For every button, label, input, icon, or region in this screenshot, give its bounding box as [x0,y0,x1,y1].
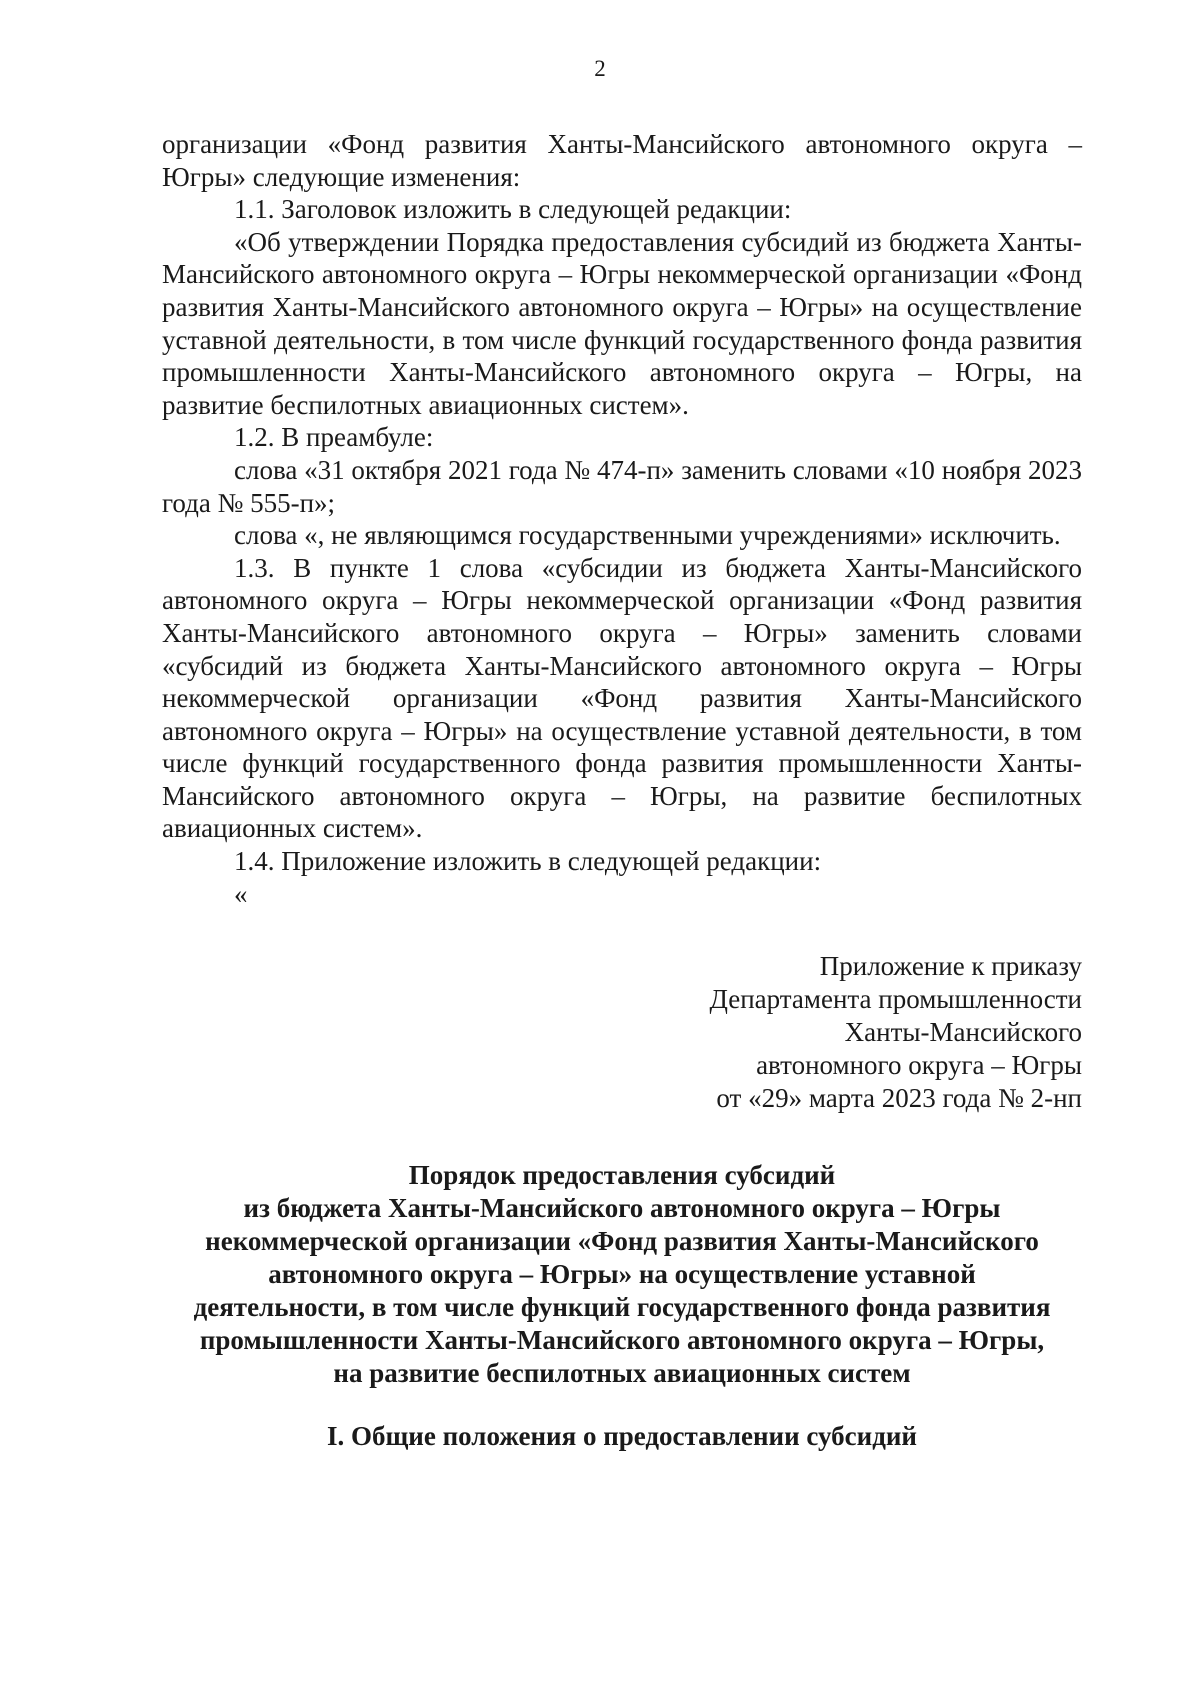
paragraph-1-3: 1.3. В пункте 1 слова «субсидии из бюджета Ханты-Мансийского автономного округа – Югры некоммерческой организации «Фонд развития Ханты-Мансийского автономного округа – Югры» заменить словами «субсидий из бюджета Ханты-Мансийского автономного округа – Югры некоммерческой организации «Фонд развития Ханты-Мансийского автономного округа – Югры» на осуществление уставной деятельности, в том числе функций государственного фонда развития промышленности Ханты-Мансийского автономного округа – Югры, на развитие беспилотных авиационных систем». [162,552,1082,844]
section-heading: I. Общие положения о предоставлении субсидий [327,1421,917,1452]
paragraph-1-4: 1.4. Приложение изложить в следующей редакции: [234,846,822,877]
appendix-line: автономного округа – Югры [756,1050,1082,1081]
opening-quote-mark: « [234,878,248,909]
page-number: 2 [594,56,606,81]
paragraph-1-2: 1.2. В преамбуле: [234,422,434,453]
paragraph-title-quote: «Об утверждении Порядка предоставления субсидий из бюджета Ханты-Мансийского автономного округа – Югры некоммерческой организации «Фонд развития Ханты-Мансийского автономного округа – Югры» на осуществление уставной деятельности, в том числе функций государственного фонда развития промышленности Ханты-Мансийского автономного округа – Югры, на развитие беспилотных авиационных систем». [162,226,1082,420]
document-body [162,128,1082,1453]
document-title [162,1159,1082,1390]
title-line: деятельности, в том числе функций государственного фонда развития [193,1292,1051,1323]
title-line: автономного округа – Югры» на осуществление уставной [268,1259,976,1290]
title-line: некоммерческой организации «Фонд развития Ханты-Мансийского [205,1226,1039,1257]
appendix-line: Департамента промышленности [709,984,1082,1015]
paragraph-preamble-words-1: слова «31 октября 2021 года № 474-п» заменить словами «10 ноября 2023 года № 555-п»; [162,454,1082,518]
paragraph-1-1: 1.1. Заголовок изложить в следующей редакции: [234,194,792,225]
paragraph-continuation: организации «Фонд развития Ханты-Мансийского автономного округа – Югры» следующие изменения: [162,129,1082,192]
title-line: на развитие беспилотных авиационных систем [333,1358,911,1389]
paragraph-preamble-words-2: слова «, не являющимся государственными учреждениями» исключить. [234,520,1061,551]
title-line: из бюджета Ханты-Мансийского автономного округа – Югры [243,1193,1001,1224]
title-line: промышленности Ханты-Мансийского автономного округа – Югры, [199,1325,1045,1356]
appendix-reference [162,950,1082,1115]
appendix-line: Ханты-Мансийского [844,1017,1082,1048]
appendix-line: Приложение к приказу [819,951,1082,982]
title-line: Порядок предоставления субсидий [408,1160,836,1191]
appendix-line: от «29» марта 2023 года № 2-нп [716,1083,1082,1114]
